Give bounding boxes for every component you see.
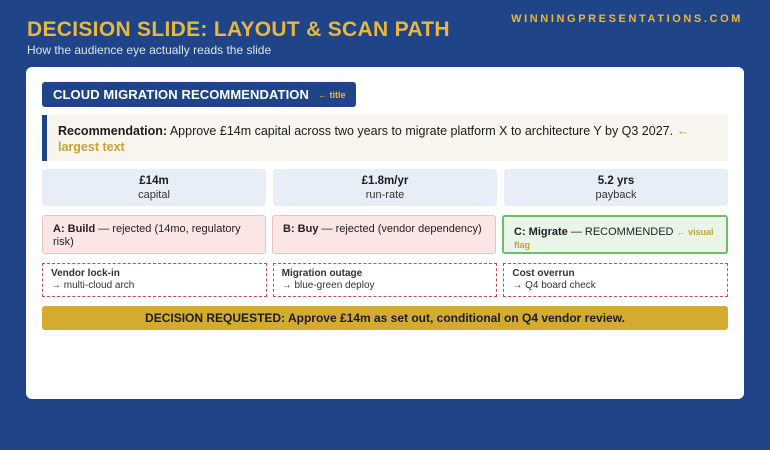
metric-label: capital — [138, 189, 170, 201]
options-row — [42, 215, 728, 254]
option-migrate — [502, 215, 728, 254]
risk-name: Cost overrun — [512, 268, 575, 279]
recommendation-text: Approve £14m capital across two years to migrate platform X to architecture Y by Q3 2027. — [167, 124, 674, 138]
option-build — [42, 215, 266, 254]
option-status: — RECOMMENDED — [567, 226, 674, 238]
option-name: C: Migrate — [514, 226, 568, 238]
metric-value: 5.2 yrs — [597, 175, 635, 187]
metric-capital — [42, 169, 266, 206]
metric-label: payback — [595, 189, 637, 201]
risk-vendor-lock-in — [42, 263, 267, 297]
risk-cost-overrun — [503, 263, 728, 297]
risk-mitigation: → blue-green deploy — [281, 280, 375, 291]
metric-payback — [504, 169, 728, 206]
risks-row — [42, 263, 728, 297]
recommendation-box — [42, 115, 728, 161]
slide-title: CLOUD MIGRATION RECOMMENDATION — [53, 87, 309, 102]
slide-title-bar — [42, 82, 356, 107]
visual-flag-annotation: ← visual flag — [514, 227, 714, 250]
recommendation-annotation: ← largest text — [58, 124, 690, 154]
metric-label: run-rate — [365, 189, 405, 201]
title-annotation: ← title — [318, 89, 346, 100]
metric-value: £14m — [139, 175, 169, 187]
metrics-row — [42, 169, 728, 206]
risk-mitigation: → multi-cloud arch — [51, 280, 135, 291]
option-status: — rejected (vendor dependency) — [318, 223, 482, 235]
page-title: DECISION SLIDE: LAYOUT & SCAN PATH — [27, 18, 450, 41]
metric-value: £1.8m/yr — [361, 175, 409, 187]
risk-name: Migration outage — [281, 268, 363, 279]
slide-card — [26, 67, 744, 399]
page-subtitle: How the audience eye actually reads the slide — [27, 43, 272, 57]
option-status: — rejected (14mo, regulatory risk) — [53, 223, 241, 248]
recommendation-label: Recommendation: — [58, 124, 168, 138]
option-name: B: Buy — [283, 223, 319, 235]
option-buy — [272, 215, 496, 254]
metric-run-rate — [273, 169, 497, 206]
risk-name: Vendor lock-in — [51, 268, 120, 279]
option-name: A: Build — [53, 223, 96, 235]
decision-banner: DECISION REQUESTED: Approve £14m as set out, conditional on Q4 vendor review. — [42, 306, 728, 330]
risk-mitigation: → Q4 board check — [512, 280, 596, 291]
risk-migration-outage — [273, 263, 498, 297]
brand-label: WINNINGPRESENTATIONS.COM — [511, 13, 743, 25]
